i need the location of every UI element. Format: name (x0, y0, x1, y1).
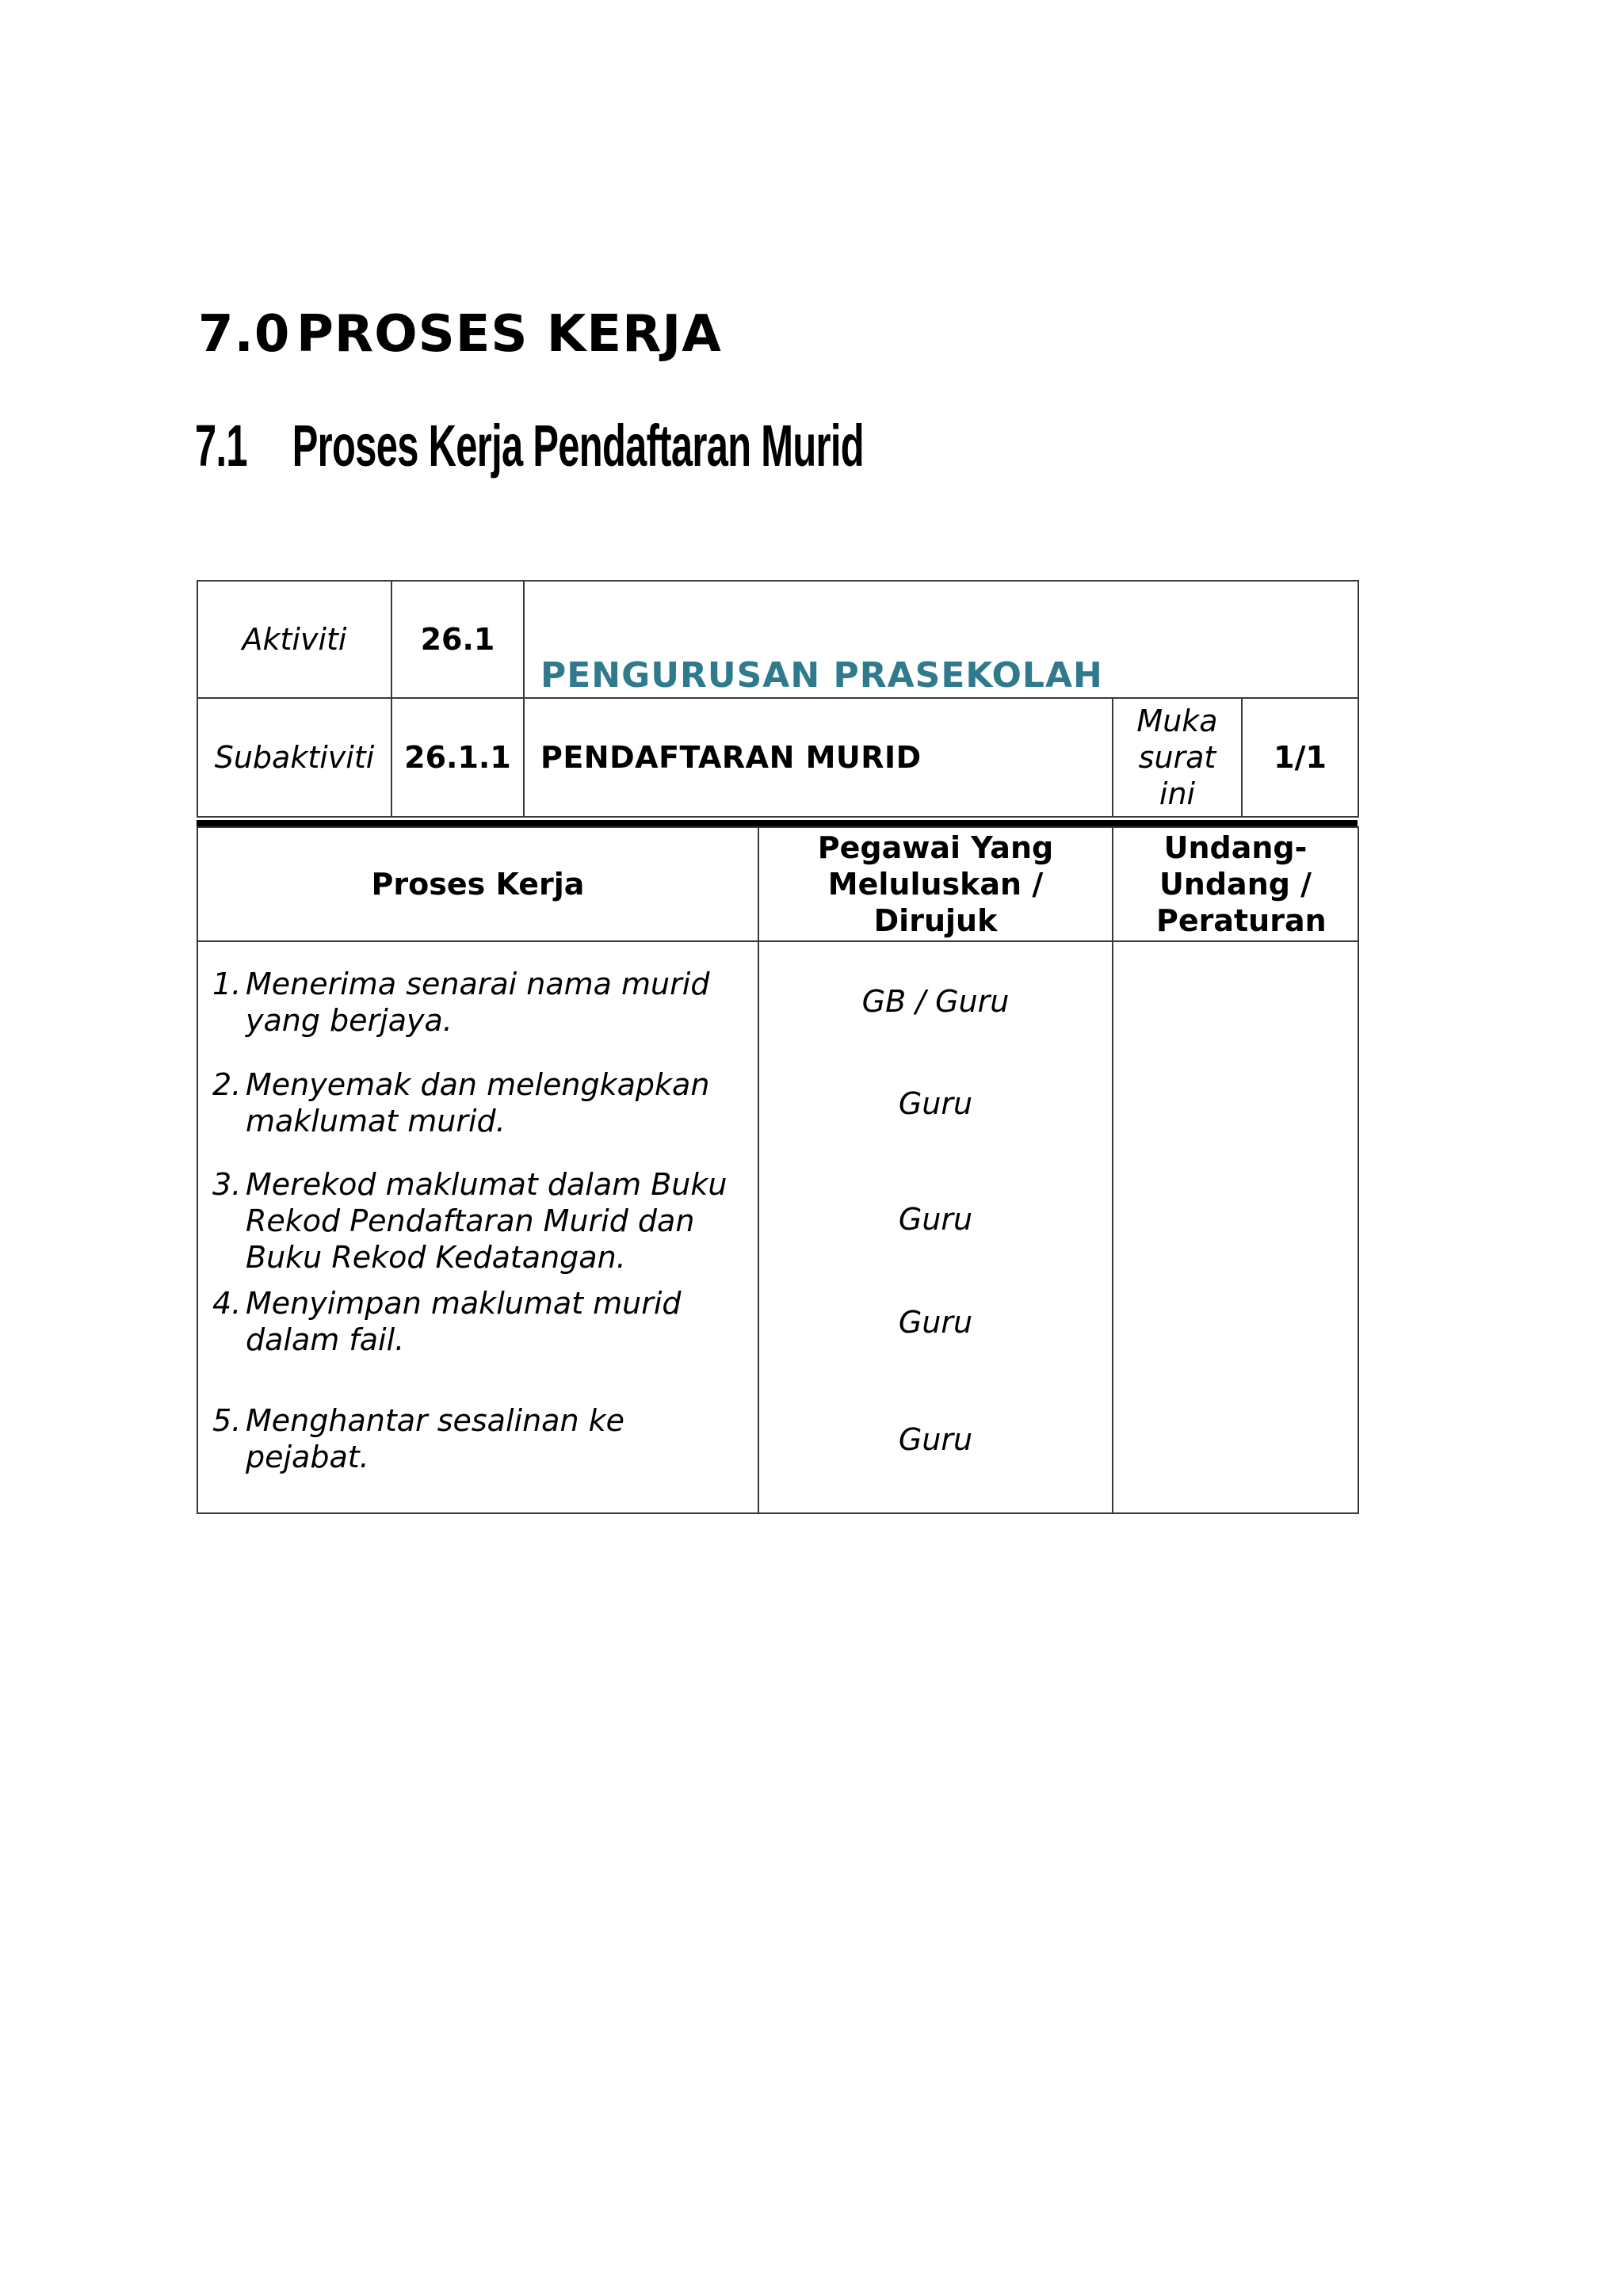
subactivity-label: Subaktiviti (197, 698, 391, 817)
officer-text: Guru (898, 1422, 973, 1457)
activity-header-table (197, 580, 1359, 818)
col-header-officer-text: Pegawai Yang Meluluskan / Dirujuk (817, 830, 1054, 938)
step-text: Merekod maklumat dalam Buku Rekod Pendaftaran Murid dan Buku Rekod Kedatangan. (246, 1167, 727, 1275)
step-number: 2. (212, 1067, 242, 1102)
page-label (1113, 698, 1242, 817)
step-number: 3. (212, 1167, 242, 1202)
col-header-officer (758, 827, 1113, 941)
officer-cell (758, 1155, 1113, 1285)
law-cell (1113, 1057, 1358, 1155)
step-number: 5. (212, 1403, 242, 1438)
process-cell (197, 1402, 758, 1513)
officer-text: Guru (898, 1202, 973, 1237)
law-cell (1113, 1402, 1358, 1513)
officer-cell (758, 1285, 1113, 1402)
officer-text: Guru (898, 1305, 973, 1340)
activity-row (197, 581, 1358, 698)
subsection-title: Proses Kerja Pendaftaran Murid (292, 413, 864, 479)
activity-code: 26.1 (391, 581, 524, 698)
process-table (197, 826, 1359, 1514)
subsection-heading (195, 412, 864, 479)
subactivity-code: 26.1.1 (391, 698, 524, 817)
step-text: Menyimpan maklumat murid dalam fail. (246, 1286, 682, 1357)
law-cell (1113, 1285, 1358, 1402)
section-number: 7.0 (198, 305, 291, 364)
activity-title: PENGURUSAN PRASEKOLAH (524, 581, 1358, 698)
table-row (197, 941, 1358, 1057)
officer-cell (758, 1402, 1113, 1513)
officer-text: Guru (898, 1086, 973, 1121)
page-value: 1/1 (1242, 698, 1358, 817)
process-cell (197, 1057, 758, 1155)
process-table-header (197, 827, 1358, 941)
officer-text: GB / Guru (861, 984, 1010, 1019)
officer-cell (758, 941, 1113, 1057)
col-header-process: Proses Kerja (197, 827, 758, 941)
process-cell (197, 941, 758, 1057)
header-divider (197, 820, 1358, 826)
law-cell (1113, 1155, 1358, 1285)
law-cell (1113, 941, 1358, 1057)
col-header-law (1113, 827, 1358, 941)
step-number: 1. (212, 967, 242, 1001)
process-cell (197, 1285, 758, 1402)
subactivity-row (197, 698, 1358, 817)
table-row (197, 1057, 1358, 1155)
page-label-text: Muka surat ini (1136, 704, 1218, 811)
step-number: 4. (212, 1286, 242, 1321)
table-row (197, 1402, 1358, 1513)
step-text: Menerima senarai nama murid yang berjaya. (246, 967, 710, 1038)
officer-cell (758, 1057, 1113, 1155)
step-text: Menghantar sesalinan ke pejabat. (246, 1403, 625, 1474)
subsection-number: 7.1 (195, 413, 247, 479)
col-header-law-text: Undang-Undang / Peraturan (1156, 830, 1327, 938)
table-row (197, 1155, 1358, 1285)
section-title: PROSES KERJA (296, 305, 722, 364)
step-text: Menyemak dan melengkapkan maklumat murid. (246, 1067, 710, 1138)
activity-label: Aktiviti (197, 581, 391, 698)
subactivity-title: PENDAFTARAN MURID (524, 698, 1113, 817)
section-heading (198, 305, 722, 364)
table-row (197, 1285, 1358, 1402)
process-cell (197, 1155, 758, 1285)
